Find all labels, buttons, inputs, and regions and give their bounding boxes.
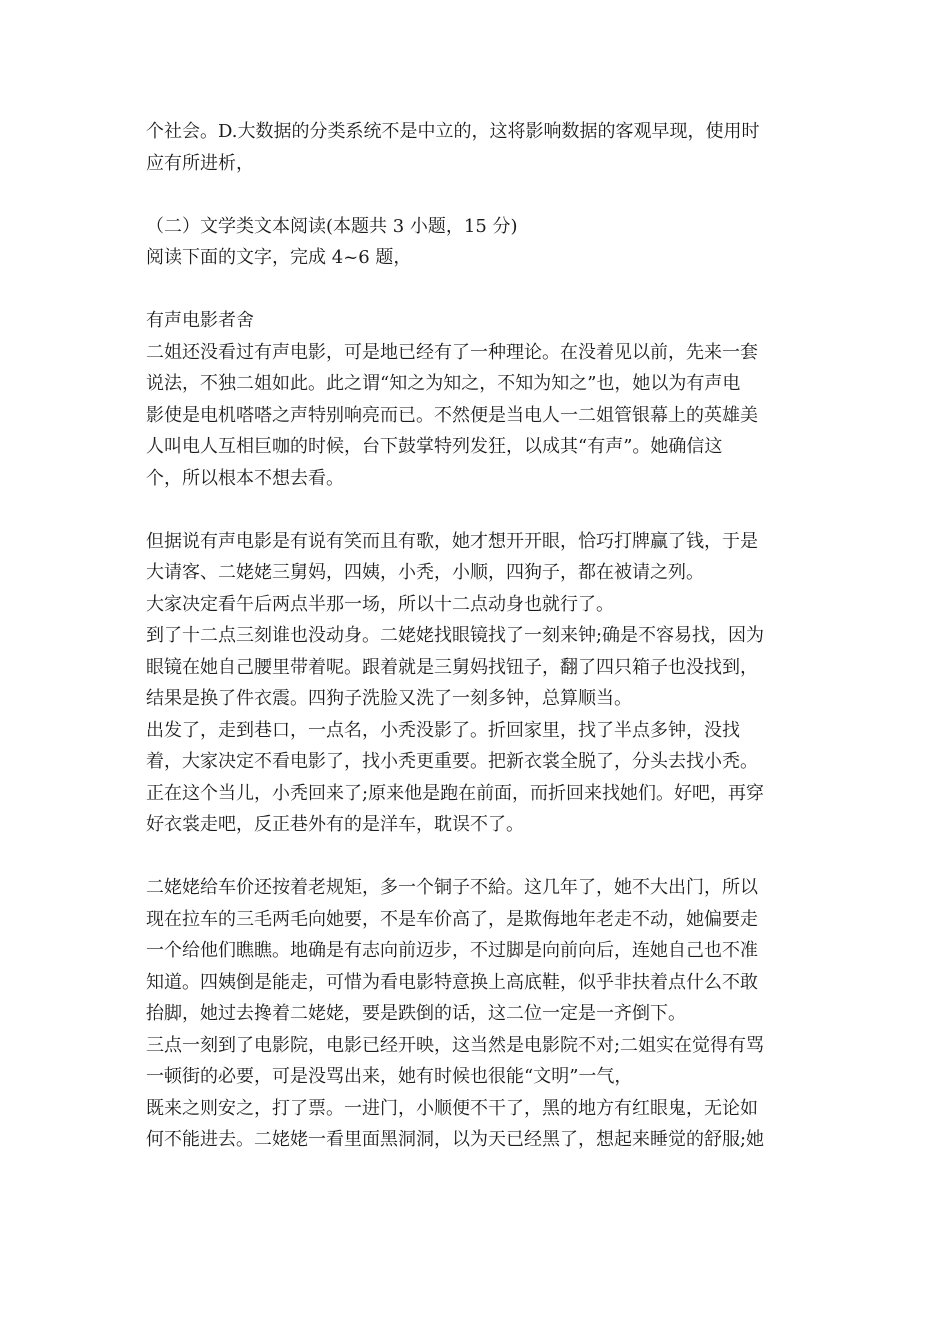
text-line: 一个给他们瞧瞧。地确是有志向前迈步，不过脚是向前向后，连她自己也不准 — [146, 940, 758, 961]
text-line: 现在拉车的三毛两毛向她要，不是车价高了，是欺侮地年老走不动，她偏要走 — [146, 908, 758, 930]
text-line: 到了十二点三刻谁也没动身。二姥姥找眼镜找了一刻来钟;确是不容易找，因为 — [146, 625, 765, 646]
text-line: 眼镜在她自己腰里带着呢。跟着就是三舅妈找钮子，翻了四只箱子也没找到， — [146, 656, 758, 678]
text-line: 二姐还没看过有声电影，可是地已经有了一种理论。在没着见以前，先来一套 — [146, 341, 758, 363]
text-line: 大请客、二姥姥三舅妈，四姨，小秃，小顺，四狗子，都在被请之列。 — [146, 562, 704, 583]
text-line: 正在这个当儿，小秃回来了;原来他是跑在前面，而折回来找她们。好吧，再穿 — [146, 782, 765, 804]
story-title: 有声电影者舍 — [146, 310, 254, 331]
text-line: 个，所以根本不想去看。 — [146, 467, 344, 489]
paragraph-2 — [146, 526, 816, 841]
text-line: 何不能进去。二姥姥一看里面黑洞洞，以为天已经黑了，想起来睡觉的舒服;她 — [146, 1129, 765, 1150]
intro-line: 个社会。D.大数据的分类系统不是中立的，这将影响数据的客观早现，使用时 — [146, 121, 760, 142]
text-line: 知道。四姨倒是能走，可惜为看电影特意换上高底鞋，似乎非扶着点什么不敢 — [146, 971, 758, 993]
document-page — [146, 116, 816, 1156]
text-line: 大家决定看午后两点半那一场，所以十二点动身也就行了。 — [146, 593, 614, 615]
text-line: 出发了，走到巷口，一点名，小秃没影了。折回家里，找了半点多钟，没找 — [146, 719, 740, 741]
text-line: 既来之则安之，打了票。一进门，小顺便不干了，黑的地方有红眼鬼，无论如 — [146, 1097, 758, 1119]
text-line: 二姥姥给车价还按着老规矩，多一个铜子不給。这几年了，她不大出门，所以 — [146, 877, 758, 898]
text-line: 但据说有声电影是有说有笑而且有歌，她才想开开眼，恰巧打牌赢了钱，于是 — [146, 530, 758, 552]
text-line: 抬脚，她过去搀着二姥姥，要是跌倒的话，这二位一定是一齐倒下。 — [146, 1003, 686, 1024]
blank-line — [146, 494, 816, 526]
text-line: 三点一刻到了电影院，电影已经开映，这当然是电影院不对;二姐实在觉得有骂 — [146, 1034, 765, 1056]
paragraph-3 — [146, 872, 816, 1156]
section-heading: （二）文学类文本阅读(本题共 3 小题，15 分) — [146, 215, 518, 237]
blank-line — [146, 841, 816, 873]
blank-line — [146, 179, 816, 211]
text-line: 一顿街的必要，可是没骂出来，她有时候也很能“文明”一气， — [146, 1066, 633, 1087]
paragraph-1 — [146, 337, 816, 495]
intro-line: 应有所进析， — [146, 152, 254, 174]
instruction-line: 阅读下面的文字，完成 4~6 题， — [146, 247, 412, 268]
text-line: 着，大家决定不看电影了，找小秃更重要。把新衣裳全脱了，分头去找小秃。 — [146, 751, 758, 772]
text-line: 结果是换了件衣震。四狗子洗脸又洗了一刻多钟，总算顺当。 — [146, 688, 632, 709]
text-line: 说法，不独二姐如此。此之谓“知之为知之，不知为知之”也，她以为有声电 — [146, 373, 741, 394]
blank-line — [146, 274, 816, 306]
text-line: 人叫电人互相巨咖的时候，台下鼓掌特列发狂，以成其“有声”。她确信这 — [146, 436, 723, 457]
text-line: 影使是电机嗒嗒之声特别响亮而已。不然便是当电人一二姐管银幕上的英雄美 — [146, 404, 758, 426]
text-line: 好衣裳走吧，反正巷外有的是洋车，耽误不了。 — [146, 814, 524, 835]
